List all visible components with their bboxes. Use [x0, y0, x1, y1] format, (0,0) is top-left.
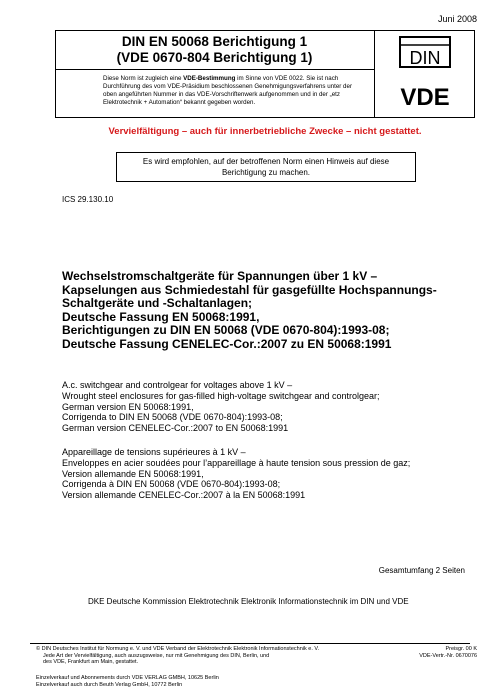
vde-logo: [380, 80, 470, 112]
title-en-line: German version EN 50068:1991,: [62, 401, 194, 412]
title-fr-line: Enveloppes en acier soudées pour l’appareillage à haute tension sous pression de gaz;: [62, 457, 411, 468]
price-group: Preisgr. 00 K: [445, 646, 477, 652]
title-de-line: Wechselstromschaltgeräte für Spannungen über 1 kV –: [62, 269, 378, 283]
title-de-line: Deutsche Fassung EN 50068:1991,: [62, 309, 260, 324]
title-en-line: Wrought steel enclosures for gas-filled high-voltage switchgear and controlgear;: [62, 390, 380, 401]
copyright-line: des VDE, Frankfurt am Main, gestattet.: [43, 659, 139, 666]
copyright-block: [36, 646, 319, 666]
title-english: [62, 380, 482, 434]
title-en-line: German version CENELEC-Cor.:2007 to EN 50068:1991: [62, 423, 289, 434]
title-de-line: Berichtigungen zu DIN EN 50068 (VDE 0670-804):1993-08;: [62, 323, 390, 338]
title-de-line: Kapselungen aus Schmiedestahl für gasgefüllte Hochspannungs-: [62, 282, 437, 297]
vde-logo-text: VDE: [400, 84, 450, 111]
title-en-line: A.c. switchgear and controlgear for voltages above 1 kV –: [62, 380, 293, 390]
hint-box: [116, 152, 416, 182]
title-fr-line: Appareillage de tensions supérieures à 1 kV –: [62, 447, 246, 457]
document-number-line1: DIN EN 50068 Berichtigung 1: [121, 34, 308, 49]
hint-line2: Berichtigung zu machen.: [221, 167, 311, 177]
title-german: [62, 270, 482, 352]
title-fr-line: Version allemande CENELEC-Cor.:2007 à la EN 50068:1991: [62, 490, 306, 501]
issue-date: Juni 2008: [437, 14, 477, 24]
footer-rule: [30, 643, 470, 644]
document-number: [55, 30, 375, 70]
sales-line: Einzelverkauf und Abonnements durch VDE VERLAG GMBH, 10625 Berlin: [36, 675, 219, 681]
title-fr-line: Version allemande EN 50068:1991,: [62, 468, 204, 479]
sales-block: [36, 675, 219, 688]
hint-line1: Es wird empfohlen, auf der betroffenen Norm einen Hinweis auf diese: [142, 157, 390, 166]
dke-commission: DKE Deutsche Kommission Elektrotechnik Elektronik Informationstechnik im DIN und VDE: [88, 597, 409, 606]
din-logo: [380, 33, 470, 73]
vde-note-pre: Diese Norm ist zugleich eine: [103, 75, 184, 82]
din-logo-text: DIN: [409, 48, 441, 68]
title-de-line: Schaltgeräte und -Schaltanlagen;: [62, 296, 253, 311]
vde-contract-number: VDE-Vertr.-Nr. 0670076: [419, 652, 477, 659]
title-de-line: Deutsche Fassung CENELEC-Cor.:2007 zu EN 50068:1991: [62, 336, 392, 351]
copyright-line: © DIN Deutsches Institut für Normung e. V. und VDE Verband der Elektrotechnik Elektronik Informationstechnik e. V.: [36, 646, 320, 652]
title-fr-line: Corrigenda à DIN EN 50068 (VDE 0670-804):1993-08;: [62, 479, 281, 490]
title-french: [62, 447, 482, 501]
page-count: Gesamtumfang 2 Seiten: [378, 566, 465, 575]
title-en-line: Corrigenda to DIN EN 50068 (VDE 0670-804):1993-08;: [62, 412, 283, 423]
vde-note: [55, 70, 375, 118]
copyright-line: Jede Art der Vervielfältigung, auch auszugsweise, nur mit Genehmigung des DIN, Berlin, und: [43, 652, 270, 659]
vde-note-bold: VDE-Bestimmung: [183, 75, 236, 82]
price-block: [419, 646, 477, 659]
sales-line: Einzelverkauf auch durch Beuth Verlag GmbH, 10772 Berlin: [36, 681, 183, 688]
reproduction-warning: Vervielfältigung – auch für innerbetriebliche Zwecke – nicht gestattet.: [108, 126, 422, 137]
vde-note-post: im Sinne von VDE 0022. Sie ist nach Durchführung des vom VDE-Präsidium beschlossenen Genehmigungsverfahrens unter der oben angeführten Nummer in das VDE-Vorschriftenwerk aufgenommen und in der „etz Elektrotechnik + Automation“ bekannt gegeben worden.: [103, 75, 353, 106]
document-number-line2: (VDE 0670-804 Berichtigung 1): [116, 50, 313, 65]
ics-code: ICS 29.130.10: [62, 195, 114, 204]
